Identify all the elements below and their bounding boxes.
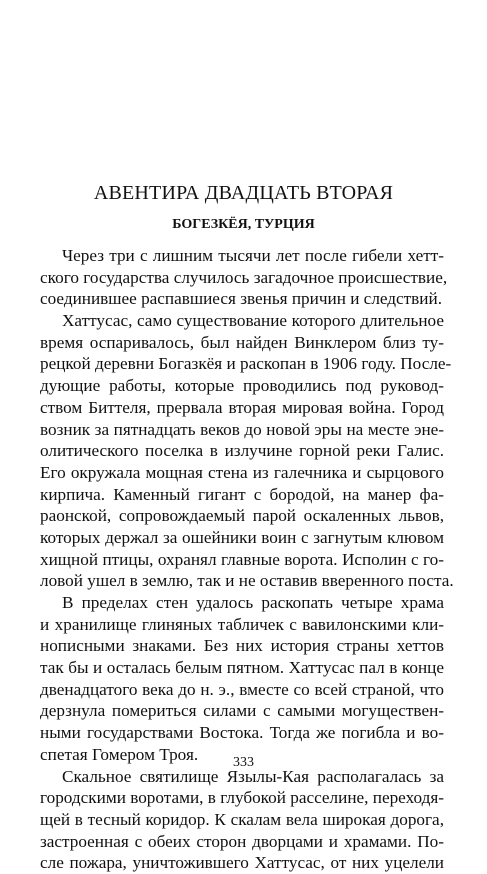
text-line: ством Биттеля, прервала вторая мировая война. Город: [40, 397, 444, 417]
text-line: рецкой деревни Богазкёя и раскопан в 1906 году. После-: [40, 354, 452, 374]
text-line: возник за пятнадцать веков до новой эры на месте эне-: [40, 419, 444, 439]
text-line: ными государствами Востока. Тогда же погибла и во-: [40, 723, 444, 743]
text-line: соединившее распавшиеся звенья причин и следствий.: [40, 289, 442, 309]
body-text: [40, 245, 454, 874]
text-line: Через три с лишним тысячи лет после гибели хетт-: [62, 246, 444, 265]
text-line: ского государства случилось загадочное происшествие,: [40, 267, 448, 287]
text-line: нописными знаками. Без них история страны хеттов: [40, 636, 444, 656]
text-line: ловой ушел в землю, так и не оставив вверенного поста.: [40, 571, 454, 591]
text-line: так бы и осталась белым пятном. Хаттусас пал в конце: [40, 658, 444, 678]
text-line: и хранилище глиняных табличек с вавилонскими кли-: [40, 614, 444, 634]
text-line: кирпича. Каменный гигант с бородой, на манер фа-: [40, 484, 444, 504]
text-line: В пределах стен удалось раскопать четыре храма: [62, 593, 444, 612]
text-line: дующие работы, которые проводились под руковод-: [40, 376, 444, 396]
text-line: двенадцатого века до н. э., вместе со всей страной, что: [40, 679, 444, 699]
text-line: которых держал за ошейники воин с загнутым клювом: [40, 527, 444, 547]
text-line: раонской, сопровождаемый парой оскаленных львов,: [40, 506, 444, 526]
text-line: дерзнула помериться силами с самыми могуществен-: [40, 701, 444, 721]
text-line: олитического поселка в излучине горной реки Галис.: [40, 441, 444, 461]
text-line: Хаттусас, само существование которого длительное: [62, 311, 444, 331]
text-line: спетая Гомером Троя.: [40, 744, 199, 764]
chapter-title: АВЕНТИРА ДВАДЦАТЬ ВТОРАЯ: [93, 182, 394, 204]
text-line: сле пожара, уничтожившего Хаттусас, от них уцелели: [40, 853, 444, 873]
text-line: застроенная с обеих сторон дворцами и храмами. По-: [40, 831, 444, 851]
text-line: Скальное святилище Язылы-Кая располагалась за: [62, 766, 444, 786]
text-line: Его окружала мощная стена из галечника и сырцового: [40, 462, 444, 482]
text-line: городскими воротами, в глубокой расселине, переходя-: [40, 788, 444, 808]
text-line: щей в тесный коридор. К скалам вела широкая дорога,: [40, 809, 444, 829]
text-line: время оспаривалось, был найден Винклером близ ту-: [40, 332, 444, 352]
chapter-subtitle: БОГЕЗКЁЯ, ТУРЦИЯ: [172, 217, 315, 232]
page-number: 333: [233, 755, 254, 770]
text-line: хищной птицы, охранял главные ворота. Исполин с го-: [40, 549, 444, 569]
